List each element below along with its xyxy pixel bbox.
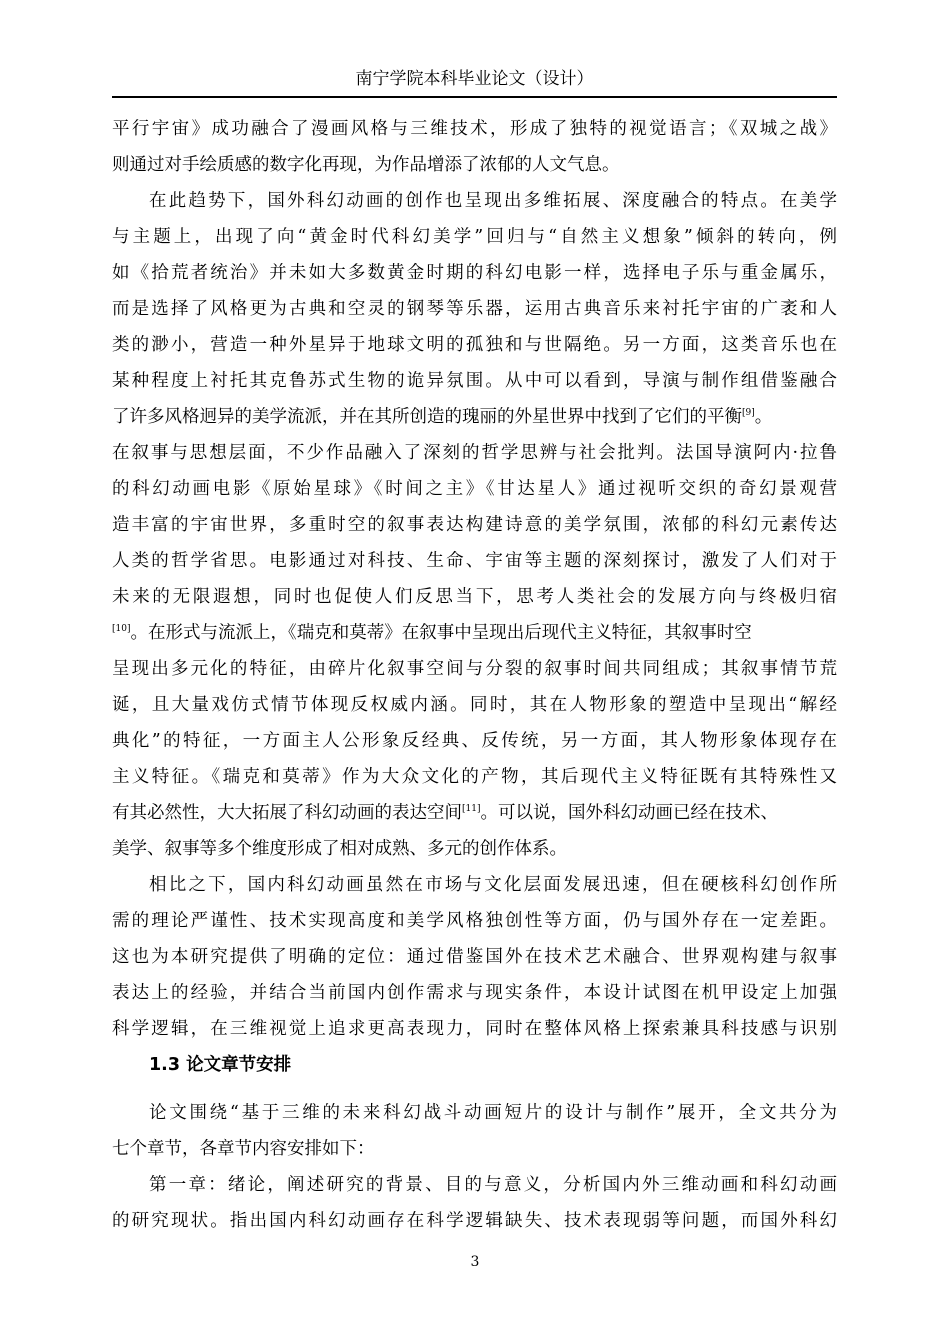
text-line: 在此趋势下，国外科幻动画的创作也呈现出多维拓展、深度融合的特点。在美学	[149, 191, 837, 211]
text-line	[112, 800, 837, 826]
section-heading: 1.3 论文章节安排	[149, 1055, 292, 1075]
citation: [9]	[742, 408, 755, 419]
text-line: 类的渺小，营造一种外星异于地球文明的孤独和与世隔绝。另一方面，这类音乐也在	[112, 335, 837, 355]
text-line: 则通过对手绘质感的数字化再现，为作品增添了浓郁的人文气息。	[112, 155, 620, 175]
text-line: 诞，且大量戏仿式情节体现反权威内涵。同时，其在人物形象的塑造中呈现出“解经	[112, 695, 837, 715]
text-line: 这也为本研究提供了明确的定位：通过借鉴国外在技术艺术融合、世界观构建与叙事	[112, 947, 837, 967]
text-line: 人类的哲学省思。电影通过对科技、生命、宇宙等主题的深刻探讨，激发了人们对于	[112, 551, 837, 571]
text-line: 与主题上，出现了向“黄金时代科幻美学”回归与“自然主义想象”倾斜的转向，例	[112, 227, 837, 247]
text-line: 平行宇宙》成功融合了漫画风格与三维技术，形成了独特的视觉语言；《双城之战》	[112, 119, 837, 139]
text-line: 论文围绕“基于三维的未来科幻战斗动画短片的设计与制作”展开，全文共分为	[149, 1103, 837, 1123]
text-line: 典化”的特征，一方面主人公形象反经典、反传统，另一方面，其人物形象体现存在	[112, 731, 837, 751]
text-line: 需的理论严谨性、技术实现高度和美学风格独创性等方面，仍与国外存在一定差距。	[112, 911, 837, 931]
text-line: 表达上的经验，并结合当前国内创作需求与现实条件，本设计试图在机甲设定上加强	[112, 983, 837, 1003]
text-line: 七个章节，各章节内容安排如下：	[112, 1139, 375, 1159]
text-segment: 。在形式与流派上，《瑞克和莫蒂》在叙事中呈现出后现代主义特征，其叙事时空	[130, 623, 752, 643]
text-line: 的科幻动画电影《原始星球》《时间之主》《甘达星人》通过视听交织的奇幻景观营	[112, 479, 837, 499]
citation: [10]	[112, 624, 131, 635]
text-line: 呈现出多元化的特征，由碎片化叙事空间与分裂的叙事时间共同组成；其叙事情节荒	[112, 659, 837, 679]
text-line: 相比之下，国内科幻动画虽然在市场与文化层面发展迅速，但在硬核科幻创作所	[149, 875, 837, 895]
text-segment: 。	[754, 407, 773, 427]
text-line: 美学、叙事等多个维度形成了相对成熟、多元的创作体系。	[112, 839, 567, 859]
text-line: 科学逻辑，在三维视觉上追求更高表现力，同时在整体风格上探索兼具科技感与识别	[112, 1019, 837, 1039]
text-line: 主义特征。《瑞克和莫蒂》作为大众文化的产物，其后现代主义特征既有其特殊性又	[112, 767, 837, 787]
text-line: 未来的无限遐想，同时也促使人们反思当下，思考人类社会的发展方向与终极归宿	[112, 587, 837, 607]
text-line: 第一章：绪论，阐述研究的背景、目的与意义，分析国内外三维动画和科幻动画	[149, 1175, 837, 1195]
text-line: 如《拾荒者统治》并未如大多数黄金时期的科幻电影一样，选择电子乐与重金属乐，	[112, 263, 837, 283]
page-number: 3	[470, 1254, 480, 1270]
text-line	[112, 404, 837, 430]
citation: [11]	[462, 804, 481, 815]
text-segment: 有其必然性，大大拓展了科幻动画的表达空间	[112, 803, 462, 823]
text-segment: 了许多风格迥异的美学流派，并在其所创造的瑰丽的外星世界中找到了它们的平衡	[112, 407, 742, 427]
text-line: 的研究现状。指出国内科幻动画存在科学逻辑缺失、技术表现弱等问题，而国外科幻	[112, 1211, 837, 1231]
text-line: 某种程度上衬托其克鲁苏式生物的诡异氛围。从中可以看到，导演与制作组借鉴融合	[112, 371, 837, 391]
text-segment: 。可以说，国外科幻动画已经在技术、	[480, 803, 778, 823]
text-line: 造丰富的宇宙世界，多重时空的叙事表达构建诗意的美学氛围，浓郁的科幻元素传达	[112, 515, 837, 535]
text-line: 在叙事与思想层面，不少作品融入了深刻的哲学思辨与社会批判。法国导演阿内·拉鲁	[112, 443, 837, 463]
running-header: 南宁学院本科毕业论文（设计）	[112, 62, 837, 98]
text-line	[112, 620, 837, 646]
text-line: 而是选择了风格更为古典和空灵的钢琴等乐器，运用古典音乐来衬托宇宙的广袤和人	[112, 299, 837, 319]
